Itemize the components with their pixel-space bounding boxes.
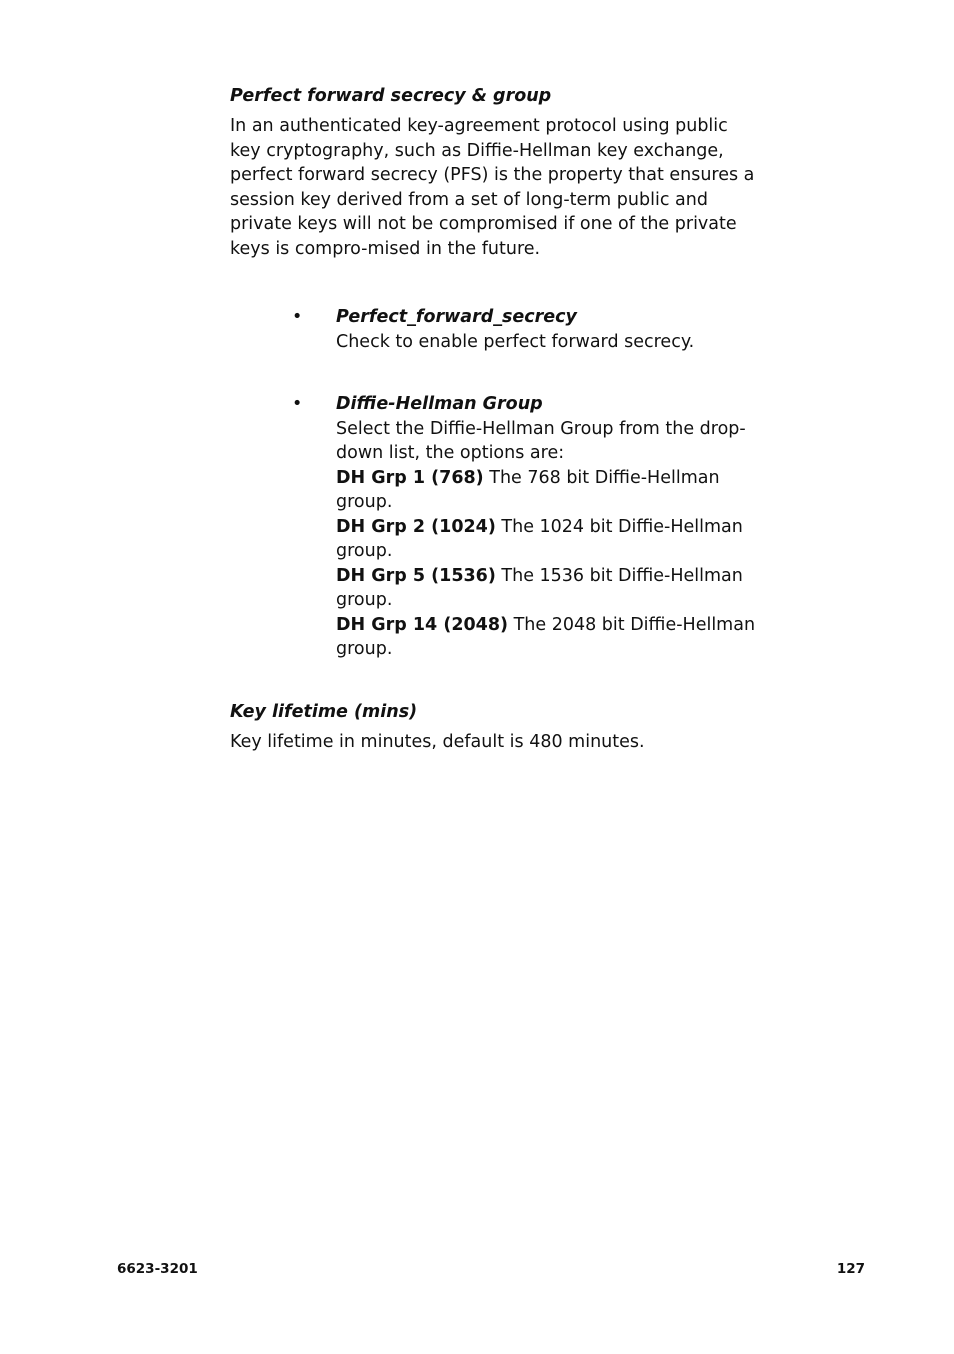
option-label: DH Grp 2 (1024): [336, 516, 496, 537]
list-item-dh-group: [230, 392, 760, 662]
option-dh-grp-1: [336, 466, 760, 515]
list-item-pfs: [230, 305, 760, 354]
page-content: [230, 84, 760, 754]
footer-page-number: 127: [836, 1261, 865, 1277]
item-text-dh-group: Select the Diffie-Hellman Group from the drop-down list, the options are:: [336, 418, 746, 463]
option-label: DH Grp 1 (768): [336, 467, 484, 488]
parameter-list: [230, 305, 760, 662]
section-paragraph-key-lifetime: Key lifetime in minutes, default is 480 minutes.: [230, 731, 645, 752]
item-title-pfs: Perfect_forward_secrecy: [336, 307, 577, 327]
bullet-icon: •: [292, 394, 303, 414]
section-paragraph-pfs: In an authenticated key-agreement protocol using public key cryptography, such as Diffie-Hellman key exchange, perfect forward secrecy (PFS) is the property that ensures a session key derived from a set of long-term public and private keys will not be compromised if one of the private keys is compro-mised in the future.: [230, 116, 755, 259]
footer-doc-number: 6623-3201: [117, 1261, 198, 1277]
section-heading-key-lifetime: Key lifetime (mins): [230, 701, 418, 722]
section-heading-pfs: Perfect forward secrecy & group: [230, 86, 552, 106]
option-desc: The 2048 bit Diffie-Hellman group.: [336, 614, 756, 659]
item-text-pfs: Check to enable perfect forward secrecy.: [336, 331, 695, 352]
option-desc: The 1024 bit Diffie-Hellman group.: [336, 516, 743, 561]
option-dh-grp-5: [336, 564, 760, 613]
item-title-dh-group: Diffie-Hellman Group: [336, 394, 543, 414]
option-label: DH Grp 14 (2048): [336, 614, 509, 635]
option-desc: The 1536 bit Diffie-Hellman group.: [336, 565, 743, 610]
option-dh-grp-14: [336, 613, 760, 662]
option-desc: The 768 bit Diffie-Hellman group.: [336, 467, 720, 512]
option-label: DH Grp 5 (1536): [336, 565, 496, 586]
option-dh-grp-2: [336, 515, 760, 564]
bullet-icon: •: [292, 307, 303, 327]
section-key-lifetime: [230, 700, 760, 755]
